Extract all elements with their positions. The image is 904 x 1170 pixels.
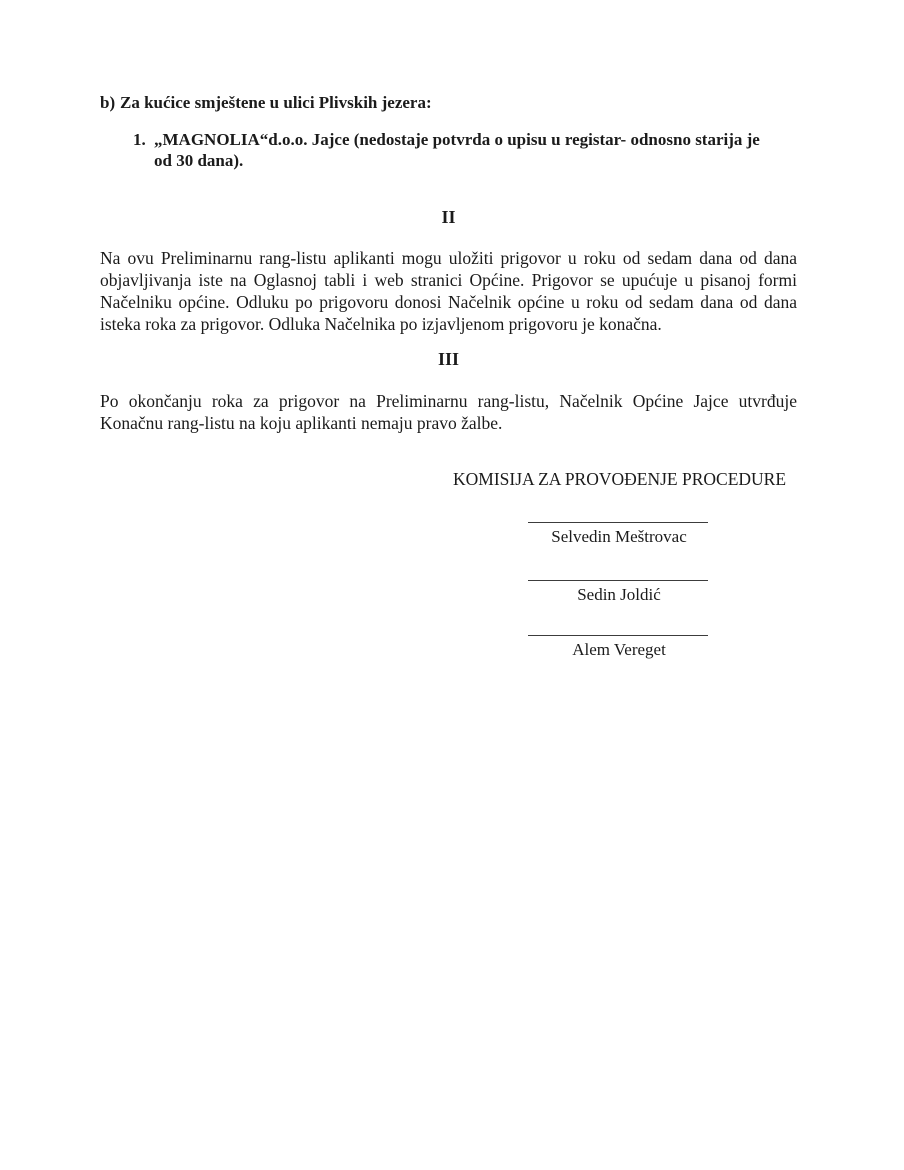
section-iii-paragraph: Po okončanju roka za prigovor na Preliminarnu rang-listu, Načelnik Općine Jajce utvrđuje Konačnu rang-listu na koju aplikanti nemaju pravo žalbe. [100, 391, 797, 433]
section-ii-paragraph: Na ovu Preliminarnu rang-listu aplikanti mogu uložiti prigovor u roku od sedam dana od dana objavljivanja iste na Oglasnoj tabli i web stranici Općine. Prigovor se upućuje u pisanoj formi Načelniku općine. Odluku po prigovoru donosi Načelnik općine u roku od sedam dana od dana isteka roka za prigovor. Odluka Načelnika po izjavljenom prigovoru je konačna. [100, 248, 797, 334]
list-item-text: „MAGNOLIA“d.o.o. Jajce (nedostaje potvrda o upisu u registar- odnosno starija je od 30 dana). [154, 130, 760, 170]
signature-block [528, 635, 710, 660]
signature-block [528, 522, 710, 547]
section-ii-heading: II [441, 207, 456, 227]
committee-title: KOMISIJA ZA PROVOĐENJE PROCEDURE [453, 469, 787, 489]
signatory-name: Selvedin Meštrovac [551, 527, 687, 546]
signatory-name: Alem Vereget [572, 640, 666, 659]
list-item-number: 1. [133, 130, 146, 149]
section-b-heading [100, 92, 797, 113]
signatory-name: Sedin Joldić [577, 585, 661, 604]
signature-block [528, 580, 710, 605]
section-b-heading-text: Za kućice smještene u ulici Plivskih jezera: [120, 93, 432, 112]
list-item-magnolia [133, 129, 797, 171]
section-iii-heading: III [437, 349, 459, 369]
section-b-marker: b) [100, 93, 116, 112]
